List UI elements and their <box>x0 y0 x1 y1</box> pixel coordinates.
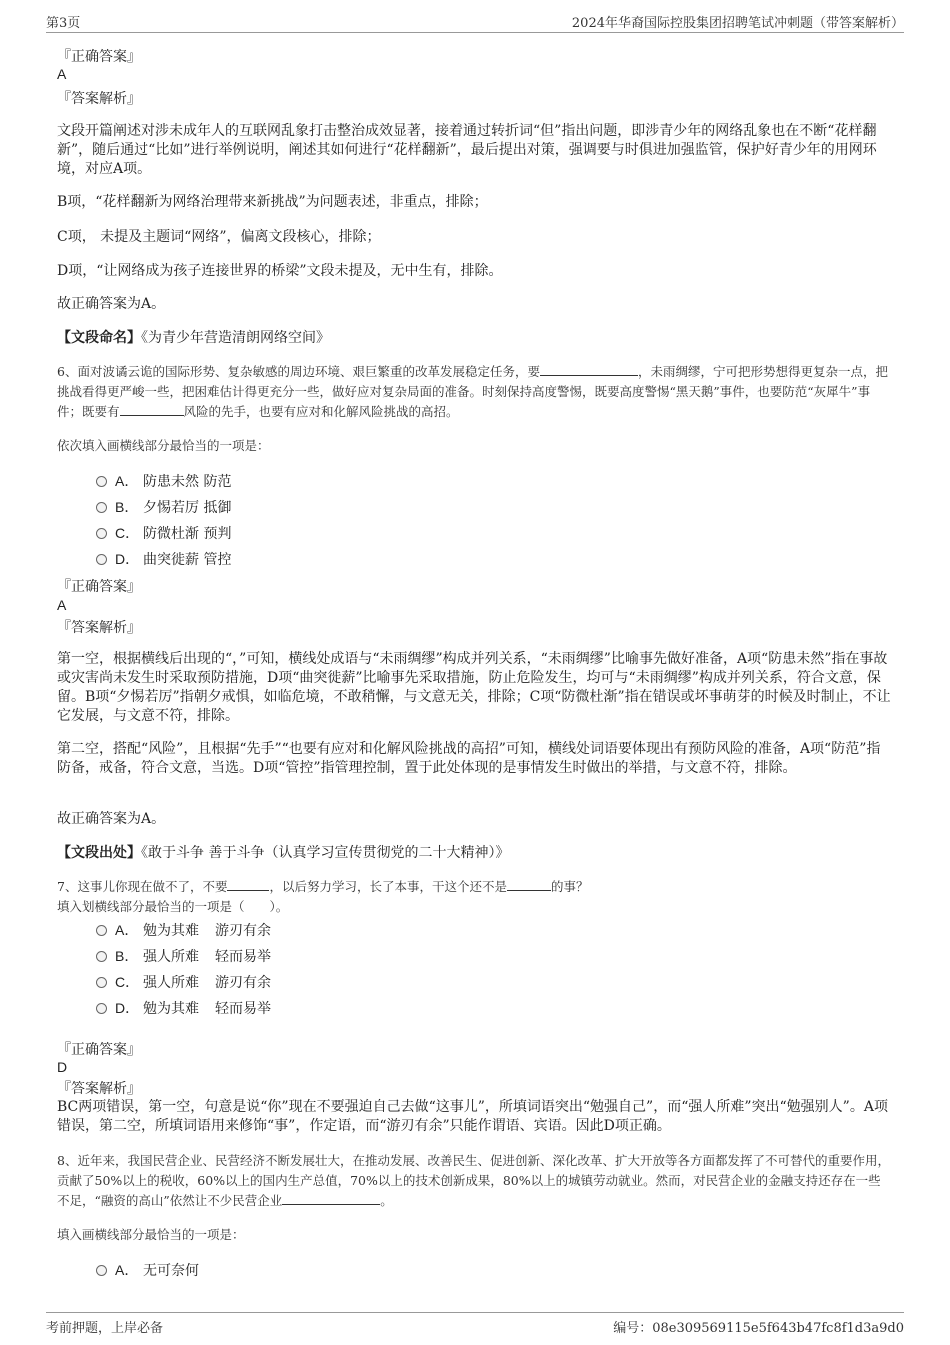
option-key: D． <box>115 551 140 567</box>
q6-source-text: 《敢于斗争 善于斗争（认真学习宣传贯彻党的二十大精神）》 <box>141 845 510 861</box>
option-text-1: 勉为其难 <box>143 1001 199 1017</box>
q7-analysis-label: 『答案解析』 <box>57 1081 141 1097</box>
option-key: A． <box>115 1262 139 1278</box>
option-key: A． <box>115 922 139 938</box>
radio-icon[interactable] <box>96 925 107 936</box>
q8-stem-part-a: 8、近年来，我国民营企业、民营经济不断发展壮大，在推动发展、改善民生、促进创新、深化改革、扩大开放等各方面都发挥了不可替代的重要作用，贡献了50%以上的税收，60%以上的国内生产总值，70%以上的技术创新成果，80%以上的城镇劳动就业。然而，对民营企业的金融支持还存在一些不足，“融资的高山”依然让不少民营企业 <box>57 1153 890 1208</box>
option-key: D． <box>115 1000 140 1016</box>
option-text: 曲突徙薪 管控 <box>143 552 232 568</box>
radio-icon[interactable] <box>96 502 107 513</box>
q7-prompt: 填入划横线部分最恰当的一项是（ ）。 <box>57 899 289 914</box>
q5-analysis-label: 『答案解析』 <box>57 91 141 107</box>
q6-stem-part-b: ，未雨绸缪，宁可把形势想得更复杂一点，把挑战看得更严峻一些，把困难估计得更充分一些，做好应对复杂局面的准备。时刻保持高度警惕，既要高度警惕“黑天鹅”事件，也要防范“灰犀牛”事件；既要有 <box>57 364 888 419</box>
q6-stem-part-a: 6、面对波谲云诡的国际形势、复杂敏感的周边环境、艰巨繁重的改革发展稳定任务，要 <box>57 364 540 379</box>
option-key: B． <box>115 499 139 515</box>
q7-stem <box>57 877 893 897</box>
q6-option-c[interactable] <box>96 524 231 543</box>
q5-naming-text: 《为青少年营造清朗网络空间》 <box>141 330 330 346</box>
q6-blank-2 <box>120 403 184 416</box>
q8-stem <box>57 1151 893 1211</box>
radio-icon[interactable] <box>96 977 107 988</box>
option-text: 无可奈何 <box>143 1263 199 1279</box>
q6-analysis-p2: 第二空，搭配“风险”，且根据“先手”“也要有应对和化解风险挑战的高招”可知，横线处词语要体现出有预防风险的准备，A项“防范”指防备，戒备，符合文意，当选。D项“管控”指管理控制，置于此处体现的是事情发生时做出的举措，与文意不符，排除。 <box>57 741 881 776</box>
option-text-1: 勉为其难 <box>143 923 199 939</box>
option-key: C． <box>115 974 140 990</box>
q7-blank-1 <box>227 878 269 891</box>
option-key: C． <box>115 525 140 541</box>
radio-icon[interactable] <box>96 554 107 565</box>
q6-correct-label: 『正确答案』 <box>57 579 141 595</box>
option-text-1: 强人所难 <box>143 949 199 965</box>
q6-stem-part-c: 风险的先手，也要有应对和化解风险挑战的高招。 <box>183 404 459 419</box>
q6-option-d[interactable] <box>96 550 231 569</box>
q5-analysis-p2: B项，“花样翻新为网络治理带来新挑战”为问题表述，非重点，排除； <box>57 194 488 210</box>
option-text: 防微杜渐 预判 <box>143 526 232 542</box>
radio-icon[interactable] <box>96 1003 107 1014</box>
q5-analysis-p4: D项，“让网络成为孩子连接世界的桥梁”文段未提及，无中生有，排除。 <box>57 263 503 279</box>
option-key: B． <box>115 948 139 964</box>
q7-option-b[interactable] <box>96 947 271 966</box>
radio-icon[interactable] <box>96 951 107 962</box>
q7-analysis-p1: BC两项错误，第一空，句意是说“你”现在不要强迫自己去做“这事儿”，所填词语突出“勉强自己”，而“强人所难”突出“勉强别人”。A项错误，第二空，所填词语用来修饰“事”，作定语，而“游刃有余”只能作谓语、宾语。因此D项正确。 <box>57 1099 888 1134</box>
radio-icon[interactable] <box>96 1265 107 1276</box>
option-text-2: 轻而易举 <box>215 1001 271 1017</box>
q7-option-a[interactable] <box>96 921 271 940</box>
page-number: 第3页 <box>46 16 81 31</box>
radio-icon[interactable] <box>96 476 107 487</box>
document-title: 2024年华裔国际控股集团招聘笔试冲刺题（带答案解析） <box>571 16 904 31</box>
option-text-2: 轻而易举 <box>215 949 271 965</box>
q6-source-label: 【文段出处】 <box>57 845 141 861</box>
q7-blank-2 <box>507 878 551 891</box>
q5-analysis-p1: 文段开篇阐述对涉未成年人的互联网乱象打击整治成效显著，接着通过转折词“但”指出问题，即涉青少年的网络乱象也在不断“花样翻新”，随后通过“比如”进行举例说明，阐述其如何进行“花样翻新”，最后提出对策，强调要与时俱进加强监管，保护好青少年的用网环境，对应A项。 <box>57 123 877 177</box>
q6-prompt: 依次填入画横线部分最恰当的一项是： <box>57 438 270 453</box>
option-text-2: 游刃有余 <box>215 975 271 991</box>
q7-option-c[interactable] <box>96 973 271 992</box>
document-id: 编号：08e309569115e5f643b47fc8f1d3a9d0 <box>613 1321 904 1336</box>
option-text-1: 强人所难 <box>143 975 199 991</box>
q7-stem-part-a: 7、这事儿你现在做不了，不要 <box>57 879 228 894</box>
option-text-2: 游刃有余 <box>215 923 271 939</box>
footer-slogan: 考前押题，上岸必备 <box>46 1321 164 1336</box>
q6-blank-1 <box>540 363 638 376</box>
page-footer <box>46 1312 904 1337</box>
option-key: A． <box>115 473 139 489</box>
q7-correct-label: 『正确答案』 <box>57 1042 141 1058</box>
q5-naming-label: 【文段命名】 <box>57 330 141 346</box>
q6-answer: A <box>57 597 67 613</box>
page-header <box>46 12 904 33</box>
q5-correct-label: 『正确答案』 <box>57 49 141 65</box>
radio-icon[interactable] <box>96 528 107 539</box>
q5-answer: A <box>57 66 67 82</box>
q6-analysis-label: 『答案解析』 <box>57 620 141 636</box>
q7-stem-part-c: 的事？ <box>550 879 589 894</box>
q8-prompt: 填入画横线部分最恰当的一项是： <box>57 1227 245 1242</box>
q8-stem-part-b: 。 <box>380 1193 393 1208</box>
q6-analysis-p3: 故正确答案为A。 <box>57 811 166 827</box>
q6-source <box>57 844 893 863</box>
q8-blank-1 <box>282 1192 380 1205</box>
q6-option-b[interactable] <box>96 498 231 517</box>
q8-option-a[interactable] <box>96 1261 199 1280</box>
q7-option-d[interactable] <box>96 999 271 1018</box>
q6-option-a[interactable] <box>96 472 231 491</box>
option-text: 夕惕若厉 抵御 <box>143 500 232 516</box>
q5-analysis-p3: C项， 未提及主题词“网络”，偏离文段核心，排除； <box>57 229 381 245</box>
q6-stem <box>57 362 893 422</box>
option-text: 防患未然 防范 <box>143 474 232 490</box>
q5-naming <box>57 329 893 348</box>
q5-analysis-p5: 故正确答案为A。 <box>57 296 166 312</box>
q7-stem-part-b: ，以后努力学习，长了本事，干这个还不是 <box>269 879 507 894</box>
q7-answer: D <box>57 1059 68 1075</box>
q6-analysis-p1: 第一空，根据横线后出现的“，”可知，横线处成语与“未雨绸缪”构成并列关系，“未雨绸缪”比喻事先做好准备，A项“防患未然”指在事故或灾害尚未发生时采取预防措施，D项“曲突徙薪”比喻事先采取措施，防止危险发生，均可与“未雨绸缪”构成并列关系，符合文意，保留。B项“夕惕若厉”指朝夕戒惧，如临危境，不敢稍懈，与文意无关，排除；C项“防微杜渐”指在错误或坏事萌芽的时候及时制止，不让它发展，与文意不符，排除。 <box>57 651 891 724</box>
